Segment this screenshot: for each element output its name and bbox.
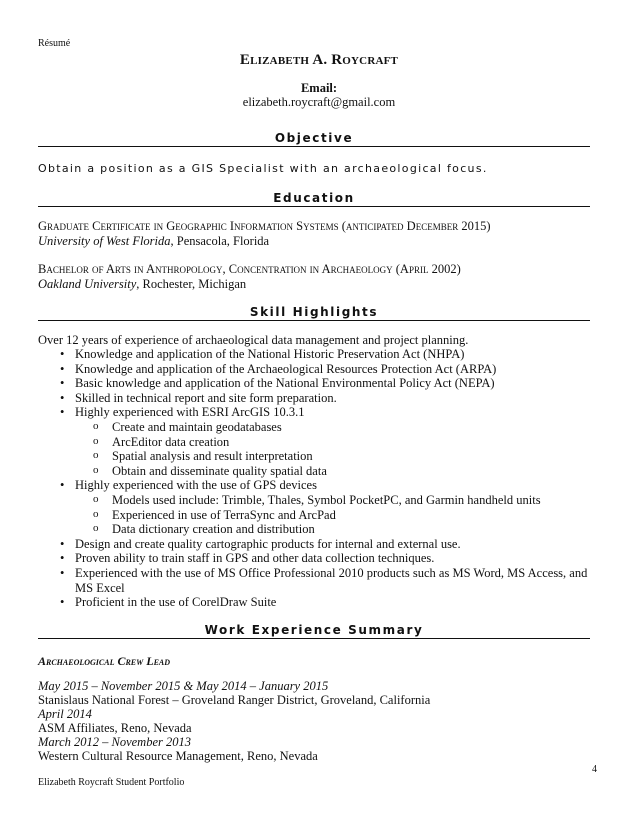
skills-intro: Over 12 years of experience of archaeological data management and project planning. [38,333,469,347]
education-school-line-1 [38,234,269,249]
skill-item: • Skilled in technical report and site form preparation. [38,391,598,406]
skill-item: • Design and create quality cartographic products for internal and external use. [38,537,598,552]
skills-heading: Skill Highlights [38,304,590,321]
work-dates-2: April 2014 [38,707,92,721]
skill-item: • Knowledge and application of the Archaeological Resources Protection Act (ARPA) [38,362,598,377]
email-label: Email: [300,81,338,95]
work-job-title: Archaeological Crew Lead [38,654,171,668]
skill-item: • Knowledge and application of the National Historic Preservation Act (NHPA) [38,347,598,362]
work-heading: Work Experience Summary [38,622,590,639]
resume-label: Résumé [38,38,71,49]
applicant-name: Elizabeth A. Roycraft [239,52,399,68]
education-school-line-2 [38,277,246,292]
work-dates-1: May 2015 – November 2015 & May 2014 – January 2015 [38,679,329,693]
education-location-1: , Pensacola, Florida [170,234,270,248]
work-dates-3: March 2012 – November 2013 [38,735,191,749]
skill-item: • Experienced with the use of MS Office Professional 2010 products such as MS Word, MS Access, and [38,566,598,581]
page-number: 4 [592,764,597,775]
skill-subitem: o Create and maintain geodatabases [38,420,598,435]
skill-subitem: o Spatial analysis and result interpretation [38,449,598,464]
skill-subitem: o Experienced in use of TerraSync and ArcPad [38,508,598,523]
education-school-1: University of West Florida [38,234,171,248]
skill-subitem: o Models used include: Trimble, Thales, Symbol PocketPC, and Garmin handheld units [38,493,598,508]
education-school-2: Oakland University [38,277,137,291]
skill-item: • Highly experienced with the use of GPS devices [38,478,598,493]
skill-subitem: o Obtain and disseminate quality spatial data [38,464,598,479]
skill-item: • Basic knowledge and application of the National Environmental Policy Act (NEPA) [38,376,598,391]
skills-list [38,347,598,610]
skill-item: • Proven ability to train staff in GPS and other data collection techniques. [38,551,598,566]
work-employer-3: Western Cultural Resource Management, Reno, Nevada [38,749,318,763]
objective-text: Obtain a position as a GIS Specialist with an archaeological focus. [38,162,488,175]
footer-text: Elizabeth Roycraft Student Portfolio [38,777,185,788]
education-heading: Education [38,190,590,207]
email-address: elizabeth.roycraft@gmail.com [242,95,396,109]
skill-subitem: o ArcEditor data creation [38,435,598,450]
objective-heading: Objective [38,130,590,147]
skill-subitem: o Data dictionary creation and distribution [38,522,598,537]
skill-item: • Proficient in the use of CorelDraw Suite [38,595,598,610]
education-degree-1: Graduate Certificate in Geographic Information Systems (anticipated December 2015) [38,219,491,233]
work-employer-2: ASM Affiliates, Reno, Nevada [38,721,192,735]
education-degree-2: Bachelor of Arts in Anthropology, Concentration in Archaeology (April 2002) [38,262,461,276]
skill-item-continuation: MS Excel [75,580,125,595]
education-location-2: , Rochester, Michigan [136,277,247,291]
work-employer-1: Stanislaus National Forest – Groveland Ranger District, Groveland, California [38,693,431,707]
skill-item: • Highly experienced with ESRI ArcGIS 10.3.1 [38,405,598,420]
